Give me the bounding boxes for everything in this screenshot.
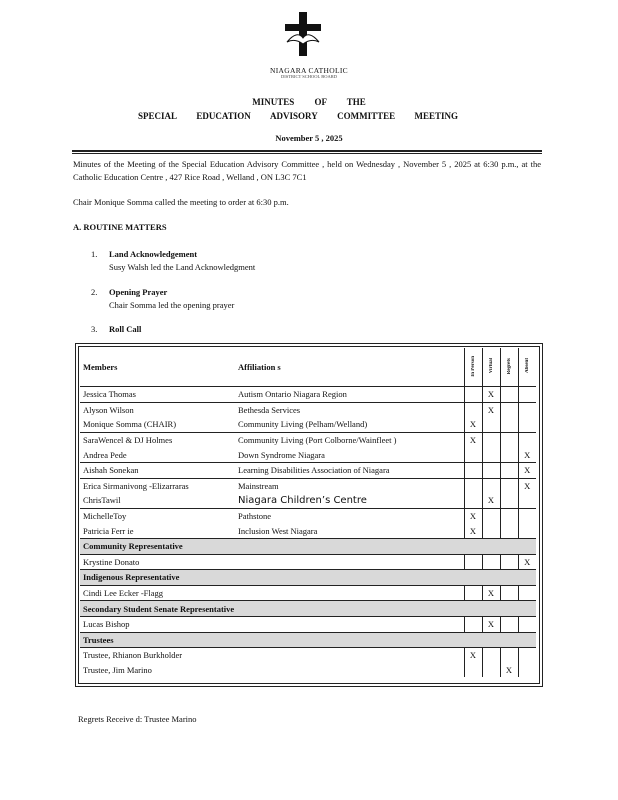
mark-cell xyxy=(500,648,518,663)
mark-cell xyxy=(500,554,518,570)
mark-cell xyxy=(464,585,482,601)
member-name: SaraWencel & DJ Holmes xyxy=(80,432,235,447)
roll-call-table xyxy=(80,348,536,677)
member-name: Trustee, Jim Marino xyxy=(83,664,152,675)
mark-cell: X xyxy=(482,402,500,417)
member-name: Andrea Pede xyxy=(83,449,127,460)
mark-cell xyxy=(518,585,536,601)
member-name: Trustee, Rhianon Burkholder xyxy=(80,648,235,663)
title-word: SPECIAL xyxy=(138,111,178,121)
member-affiliation: Niagara Children’s Centre xyxy=(238,494,367,506)
member-name: Cindi Lee Ecker -Flagg xyxy=(80,585,235,601)
mark-cell xyxy=(482,508,500,523)
member-name: Monique Somma (CHAIR) xyxy=(83,419,177,430)
table-row xyxy=(80,585,536,601)
table-row xyxy=(80,493,536,508)
mark-cell xyxy=(500,432,518,447)
title-word: EDUCATION xyxy=(196,111,251,121)
mark-cell xyxy=(464,447,482,462)
header-col: In Person xyxy=(464,348,482,387)
member-affiliation xyxy=(235,648,464,663)
member-name: Lucas Bishop xyxy=(80,616,235,632)
section-row xyxy=(80,601,536,617)
regrets-line: Regrets Receive d: Trustee Marino xyxy=(78,714,197,724)
section-row xyxy=(80,538,536,554)
mark-cell xyxy=(500,585,518,601)
table-header-row xyxy=(80,348,536,387)
mark-cell xyxy=(500,616,518,632)
mark-cell xyxy=(518,387,536,403)
member-affiliation: Learning Disabilities Association of Niagara xyxy=(235,462,464,478)
mark-cell xyxy=(464,462,482,478)
mark-cell xyxy=(500,387,518,403)
org-subtitle: DISTRICT SCHOOL BOARD xyxy=(280,74,337,79)
mark-cell xyxy=(482,478,500,493)
table-row xyxy=(80,616,536,632)
mark-cell: X xyxy=(482,585,500,601)
item-description: Chair Somma led the opening prayer xyxy=(109,300,235,310)
mark-cell xyxy=(500,402,518,417)
header-members: Members xyxy=(83,362,118,372)
meeting-date: November 5 , 2025 xyxy=(275,133,343,143)
header-affiliation: Affiliation s xyxy=(238,362,281,372)
table-row xyxy=(80,402,536,417)
item-title: Roll Call xyxy=(109,324,142,334)
cross-logo-icon xyxy=(283,12,323,56)
table-row xyxy=(80,432,536,447)
title-word: MEETING xyxy=(414,111,458,121)
mark-cell xyxy=(500,523,518,538)
section-title: Trustees xyxy=(80,632,536,648)
mark-cell xyxy=(500,462,518,478)
mark-cell xyxy=(500,447,518,462)
member-name: Erica Sirmanivong -Elizarraras xyxy=(80,478,235,493)
mark-cell: X xyxy=(482,616,500,632)
mark-cell xyxy=(464,554,482,570)
mark-cell xyxy=(482,554,500,570)
mark-cell xyxy=(518,523,536,538)
section-title: Indigenous Representative xyxy=(80,570,536,586)
mark-cell xyxy=(500,493,518,508)
section-title: Secondary Student Senate Representative xyxy=(80,601,536,617)
table-row xyxy=(80,478,536,493)
mark-cell: X xyxy=(464,417,482,432)
table-row xyxy=(80,417,536,432)
member-affiliation: Community Living (Pelham/Welland) xyxy=(238,419,368,430)
mark-cell xyxy=(518,493,536,508)
mark-cell xyxy=(482,663,500,678)
table-row xyxy=(80,508,536,523)
member-name: Krystine Donato xyxy=(80,554,235,570)
item-title: Land Acknowledgement xyxy=(109,249,198,259)
member-affiliation: Autism Ontario Niagara Region xyxy=(235,387,464,403)
section-row xyxy=(80,632,536,648)
mark-cell xyxy=(482,462,500,478)
member-affiliation xyxy=(235,663,464,678)
divider xyxy=(72,153,542,154)
mark-cell xyxy=(482,447,500,462)
member-name: MichelleToy xyxy=(80,508,235,523)
mark-cell: X xyxy=(518,462,536,478)
item-number: 2. xyxy=(91,287,98,297)
member-affiliation: Bethesda Services xyxy=(235,402,464,417)
mark-cell: X xyxy=(518,554,536,570)
mark-cell xyxy=(518,663,536,678)
member-affiliation xyxy=(235,585,464,601)
item-description: Susy Walsh led the Land Acknowledgment xyxy=(109,262,256,272)
mark-cell xyxy=(518,648,536,663)
mark-cell xyxy=(518,616,536,632)
title-word: ADVISORY xyxy=(270,111,318,121)
mark-cell xyxy=(464,402,482,417)
mark-cell xyxy=(464,493,482,508)
member-affiliation: Mainstream xyxy=(235,478,464,493)
member-name: Aishah Sonekan xyxy=(80,462,235,478)
mark-cell xyxy=(518,432,536,447)
divider xyxy=(72,150,542,152)
mark-cell: X xyxy=(464,648,482,663)
section-title: Community Representative xyxy=(80,538,536,554)
mark-cell: X xyxy=(500,663,518,678)
mark-cell: X xyxy=(518,478,536,493)
intro-paragraph: Minutes of the Meeting of the Special Education Advisory Committee , held on Wednesday , November 5 , 2025 at 6:30 p.m., at the Catholic Education Centre , 427 Rice Road , Welland , ON L3C 7C1 xyxy=(73,159,541,182)
mark-cell xyxy=(518,417,536,432)
table-row xyxy=(80,462,536,478)
header-col: Regrets xyxy=(500,348,518,387)
section-row xyxy=(80,570,536,586)
member-name: ChrisTawil xyxy=(83,495,121,506)
item-number: 3. xyxy=(91,324,98,334)
member-name: Alyson Wilson xyxy=(80,402,235,417)
mark-cell xyxy=(500,508,518,523)
mark-cell xyxy=(482,417,500,432)
section-a-heading: A. ROUTINE MATTERS xyxy=(73,222,167,232)
chair-line: Chair Monique Somma called the meeting to order at 6:30 p.m. xyxy=(73,197,289,207)
member-affiliation: Pathstone xyxy=(235,508,464,523)
mark-cell xyxy=(500,417,518,432)
member-affiliation: Community Living (Port Colborne/Wainfleet ) xyxy=(235,432,464,447)
member-affiliation: Down Syndrome Niagara xyxy=(238,449,325,460)
table-row xyxy=(80,648,536,663)
table-row xyxy=(80,447,536,462)
mark-cell xyxy=(464,478,482,493)
item-title: Opening Prayer xyxy=(109,287,168,297)
table-row xyxy=(80,387,536,403)
mark-cell: X xyxy=(464,432,482,447)
title-line-2 xyxy=(138,111,458,121)
table-row xyxy=(80,663,536,678)
table-row xyxy=(80,554,536,570)
member-affiliation xyxy=(235,554,464,570)
title-line-1: MINUTES OF THE xyxy=(252,97,366,107)
mark-cell xyxy=(482,523,500,538)
mark-cell: X xyxy=(482,387,500,403)
table-row xyxy=(80,523,536,538)
mark-cell xyxy=(464,387,482,403)
mark-cell: X xyxy=(464,508,482,523)
mark-cell xyxy=(482,432,500,447)
member-name: Jessica Thomas xyxy=(80,387,235,403)
item-number: 1. xyxy=(91,249,98,259)
mark-cell xyxy=(518,508,536,523)
mark-cell xyxy=(518,402,536,417)
mark-cell: X xyxy=(482,493,500,508)
title-word: COMMITTEE xyxy=(337,111,396,121)
mark-cell xyxy=(500,478,518,493)
member-name: Patricia Ferr ie xyxy=(83,525,134,536)
mark-cell: X xyxy=(518,447,536,462)
header-col: Absent xyxy=(518,348,536,387)
mark-cell xyxy=(464,663,482,678)
org-name: NIAGARA CATHOLIC xyxy=(270,66,348,75)
mark-cell: X xyxy=(464,523,482,538)
mark-cell xyxy=(482,648,500,663)
member-affiliation xyxy=(235,616,464,632)
member-affiliation: Inclusion West Niagara xyxy=(238,525,318,536)
header-col: Virtual xyxy=(482,348,500,387)
mark-cell xyxy=(464,616,482,632)
